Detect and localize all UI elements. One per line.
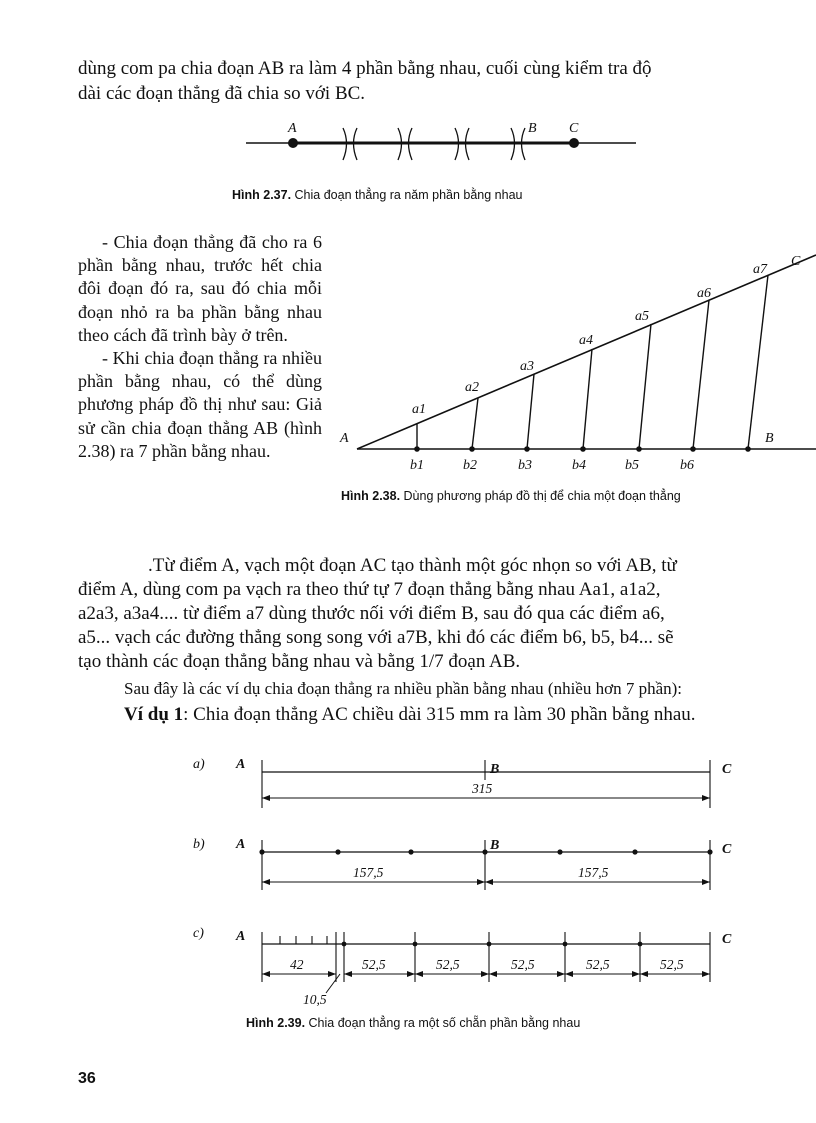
row-b-label-a: A bbox=[236, 837, 246, 852]
row-c-label-c: C bbox=[722, 932, 732, 947]
label-a4: a4 bbox=[579, 333, 593, 348]
row-b-tag: b) bbox=[193, 837, 205, 852]
example-1-label: Ví dụ 1 bbox=[124, 704, 184, 725]
label-a3: a3 bbox=[520, 359, 534, 374]
fig238-label-a: A bbox=[340, 431, 349, 446]
row-c-dimension-1: 42 bbox=[290, 957, 304, 972]
fig237-label-c: C bbox=[569, 121, 579, 136]
fig239-caption-text: Chia đoạn thẳng ra một số chẵn phần bằng nhau bbox=[308, 1016, 581, 1030]
row-a-label-b: B bbox=[490, 762, 500, 777]
page-number: 36 bbox=[78, 1070, 96, 1087]
dot bbox=[563, 942, 568, 947]
fig237-caption-number: Hình 2.37. bbox=[232, 188, 292, 202]
fig237-caption-text: Chia đoạn thẳng ra năm phần bằng nhau bbox=[294, 188, 523, 202]
row-c-small-dimension: 10,5 bbox=[303, 992, 327, 1007]
row-c-dimension-6: 52,5 bbox=[660, 957, 684, 972]
intro-line-1: dùng com pa chia đoạn AB ra làm 4 phần bằng nhau, cuối cùng kiểm tra độ bbox=[78, 58, 652, 79]
label-a5: a5 bbox=[635, 309, 649, 324]
fig239-caption-number: Hình 2.39. bbox=[246, 1016, 306, 1030]
fig239-row-a bbox=[193, 757, 732, 808]
body-line-6: Sau đây là các ví dụ chia đoạn thẳng ra nhiều phần bằng nhau (nhiều hơn 7 phần): bbox=[124, 679, 683, 698]
dot bbox=[638, 942, 643, 947]
fig238-caption-text: Dùng phương pháp đồ thị để chia một đoạn thẳng bbox=[403, 489, 681, 503]
row-c-tag: c) bbox=[193, 926, 204, 941]
row-c-dimension-lines bbox=[262, 974, 710, 993]
body-line-3: a2a3, a3a4.... từ điểm a7 dùng thước nối với điểm B, sau đó qua các điểm a6, bbox=[78, 603, 665, 624]
dot bbox=[342, 942, 347, 947]
fig237-label-a: A bbox=[288, 121, 297, 136]
dot bbox=[408, 849, 413, 854]
row-b-label-b: B bbox=[490, 838, 500, 853]
row-c-dimension-4: 52,5 bbox=[511, 957, 535, 972]
row-b-dimension-1: 157,5 bbox=[353, 865, 384, 880]
row-c-dimension-5: 52,5 bbox=[586, 957, 610, 972]
fig239-row-c bbox=[193, 926, 732, 1007]
intro-line-2: dài các đoạn thẳng đã chia so với BC. bbox=[78, 83, 366, 104]
fig238-label-b: B bbox=[765, 431, 774, 446]
label-a6: a6 bbox=[697, 286, 711, 301]
row-a-label-c: C bbox=[722, 762, 732, 777]
label-b5: b5 bbox=[625, 458, 639, 473]
fig238-caption-number: Hình 2.38. bbox=[341, 489, 401, 503]
column-paragraph-2: - Khi chia đoạn thẳng ra nhiều phần bằng nhau, có thể dùng phương pháp đồ thị như sau: Giả sử cần chia đoạn thẳng AB (hình 2.38) ra 7 phần bằng nhau. bbox=[78, 348, 322, 461]
row-c-dimension-3: 52,5 bbox=[436, 957, 460, 972]
row-c-label-a: A bbox=[236, 929, 246, 944]
label-b4: b4 bbox=[572, 458, 586, 473]
dot bbox=[557, 849, 562, 854]
row-c-dimension-2: 52,5 bbox=[362, 957, 386, 972]
dot bbox=[632, 849, 637, 854]
column-paragraph-1: - Chia đoạn thẳng đã cho ra 6 phần bằng nhau, trước hết chia đôi đoạn đó ra, sau đó chia mỗi đoạn nhỏ ra ba phần bằng nhau theo cách đã trình bày ở trên. bbox=[78, 232, 322, 345]
row-a-dimension: 315 bbox=[472, 781, 493, 796]
row-b-label-c: C bbox=[722, 842, 732, 857]
dot bbox=[335, 849, 340, 854]
dot bbox=[707, 849, 712, 854]
label-a7: a7 bbox=[753, 262, 767, 277]
fig238-label-c: C bbox=[791, 254, 801, 269]
row-b-dimension-2: 157,5 bbox=[578, 865, 609, 880]
label-b2: b2 bbox=[463, 458, 477, 473]
body-line-1: .Từ điểm A, vạch một đoạn AC tạo thành một góc nhọn so với AB, từ bbox=[148, 555, 677, 576]
fig237-label-b: B bbox=[528, 121, 537, 136]
row-a-label-a: A bbox=[236, 757, 246, 772]
example-1-text: : Chia đoạn thẳng AC chiều dài 315 mm ra làm 30 phần bằng nhau. bbox=[183, 704, 696, 725]
label-a1: a1 bbox=[412, 402, 426, 417]
label-b1: b1 bbox=[410, 458, 424, 473]
fig239-caption bbox=[246, 1016, 580, 1030]
label-b6: b6 bbox=[680, 458, 694, 473]
dot bbox=[482, 849, 487, 854]
dot bbox=[259, 849, 264, 854]
dot bbox=[413, 942, 418, 947]
body-line-5: tạo thành các đoạn thẳng bằng nhau và bằng 1/7 đoạn AB. bbox=[78, 651, 521, 672]
leader-10-5 bbox=[326, 974, 340, 993]
label-b3: b3 bbox=[518, 458, 532, 473]
label-a2: a2 bbox=[465, 380, 479, 395]
dot bbox=[487, 942, 492, 947]
row-a-tag: a) bbox=[193, 757, 205, 772]
body-line-4: a5... vạch các đường thẳng song song với a7B, khi đó các điểm b6, b5, b4... sẽ bbox=[78, 627, 674, 648]
body-line-2: điểm A, dùng com pa vạch ra theo thứ tự 7 đoạn thẳng bằng nhau Aa1, a1a2, bbox=[78, 579, 661, 600]
fig239-row-b bbox=[193, 837, 732, 890]
